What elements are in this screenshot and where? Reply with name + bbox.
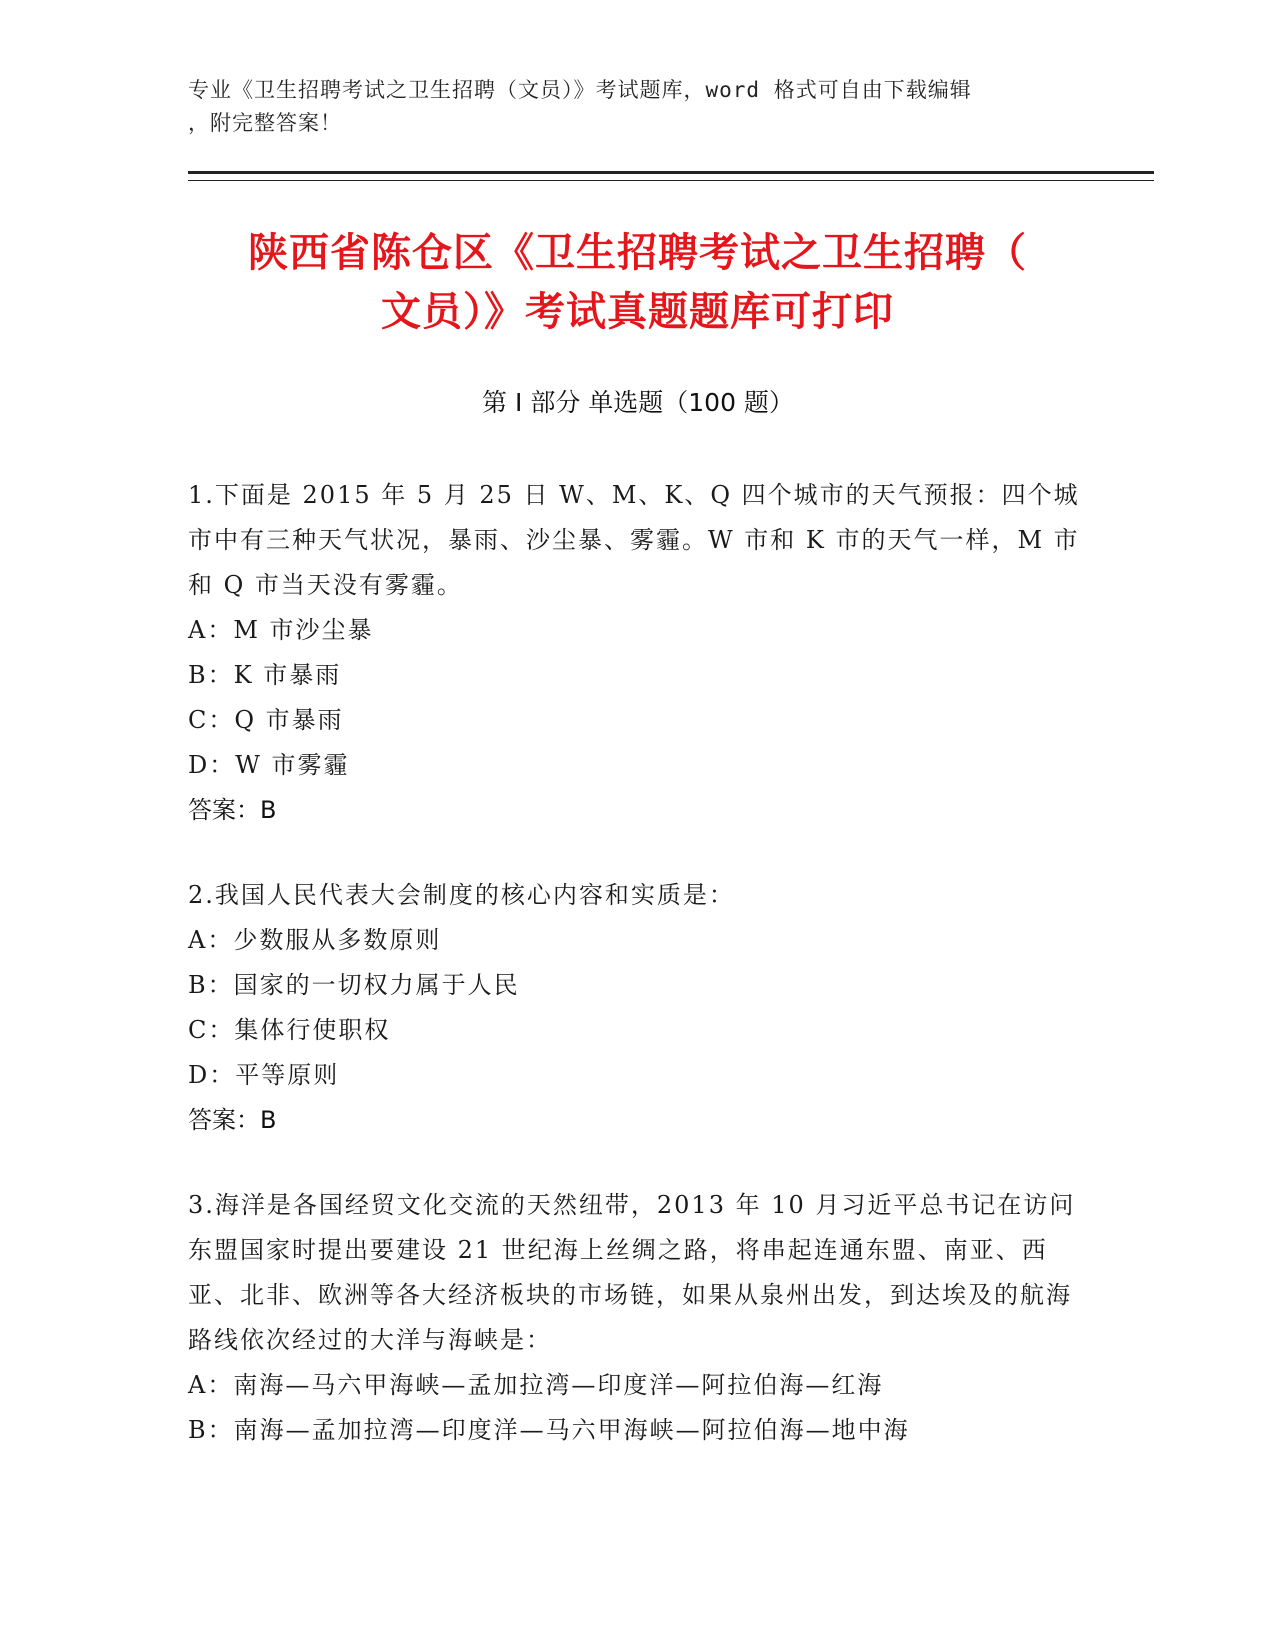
option-letter: D： [188,751,236,779]
option-text: 国家的一切权力属于人民 [233,971,520,999]
option-letter: D： [188,1061,236,1089]
option-d [188,743,1088,788]
question-2 [188,873,1088,1143]
option-text: K 市暴雨 [233,661,342,689]
option-b [188,963,1088,1008]
option-letter: B： [188,661,234,689]
option-text: Q 市暴雨 [234,706,344,734]
option-letter: C： [188,706,235,734]
option-b [188,1408,1088,1453]
question-stem: 3.海洋是各国经贸文化交流的天然纽带，2013 年 10 月习近平总书记在访问东盟国家时提出要建设 21 世纪海上丝绸之路，将串起连通东盟、南亚、西亚、北非、欧洲等各大经济板块的市场链，如果从泉州出发，到达埃及的航海路线依次经过的大洋与海峡是： [188,1191,1076,1354]
option-text: 少数服从多数原则 [233,926,442,954]
header-note [188,74,1088,140]
option-letter: C： [188,1016,235,1044]
header-note-line1: 专业《卫生招聘考试之卫生招聘（文员）》考试题库，word 格式可自由下载编辑 [188,78,972,102]
option-letter: B： [188,1416,234,1444]
option-b [188,653,1088,698]
option-d [188,1053,1088,1098]
header-note-line2: ，附完整答案！ [188,111,342,135]
option-c [188,1008,1088,1053]
document-title [150,224,1125,342]
option-text: 南海—孟加拉湾—印度洋—马六甲海峡—阿拉伯海—地中海 [233,1416,910,1444]
question-stem: 1.下面是 2015 年 5 月 25 日 W、M、K、Q 四个城市的天气预报：四个城市中有三种天气状况，暴雨、沙尘暴、雾霾。W 市和 K 市的天气一样，M 市和 Q 市当天没有雾霾。 [188,481,1080,599]
question-1 [188,473,1088,833]
option-text: W 市雾霾 [235,751,350,779]
section-heading: 第 I 部分 单选题（100 题） [482,388,794,417]
header-rule-thick [188,171,1154,174]
option-text: M 市沙尘暴 [233,616,374,644]
option-letter: A： [188,616,234,644]
option-letter: A： [188,926,234,954]
option-a [188,918,1088,963]
question-list [188,473,1088,1493]
answer-line: 答案：B [188,1106,277,1134]
option-a [188,1363,1088,1408]
header-rule-thin [188,180,1154,181]
option-a [188,608,1088,653]
option-letter: B： [188,971,234,999]
question-3 [188,1183,1088,1453]
document-title-line1: 陕西省陈仓区《卫生招聘考试之卫生招聘（ [248,230,1027,276]
question-stem: 2.我国人民代表大会制度的核心内容和实质是： [188,881,735,909]
option-c [188,698,1088,743]
document-title-line2: 文员）》考试真题题库可打印 [381,289,894,335]
option-text: 南海—马六甲海峡—孟加拉湾—印度洋—阿拉伯海—红海 [233,1371,884,1399]
option-text: 平等原则 [235,1061,340,1089]
option-letter: A： [188,1371,234,1399]
answer-line: 答案：B [188,796,277,824]
option-text: 集体行使职权 [234,1016,391,1044]
